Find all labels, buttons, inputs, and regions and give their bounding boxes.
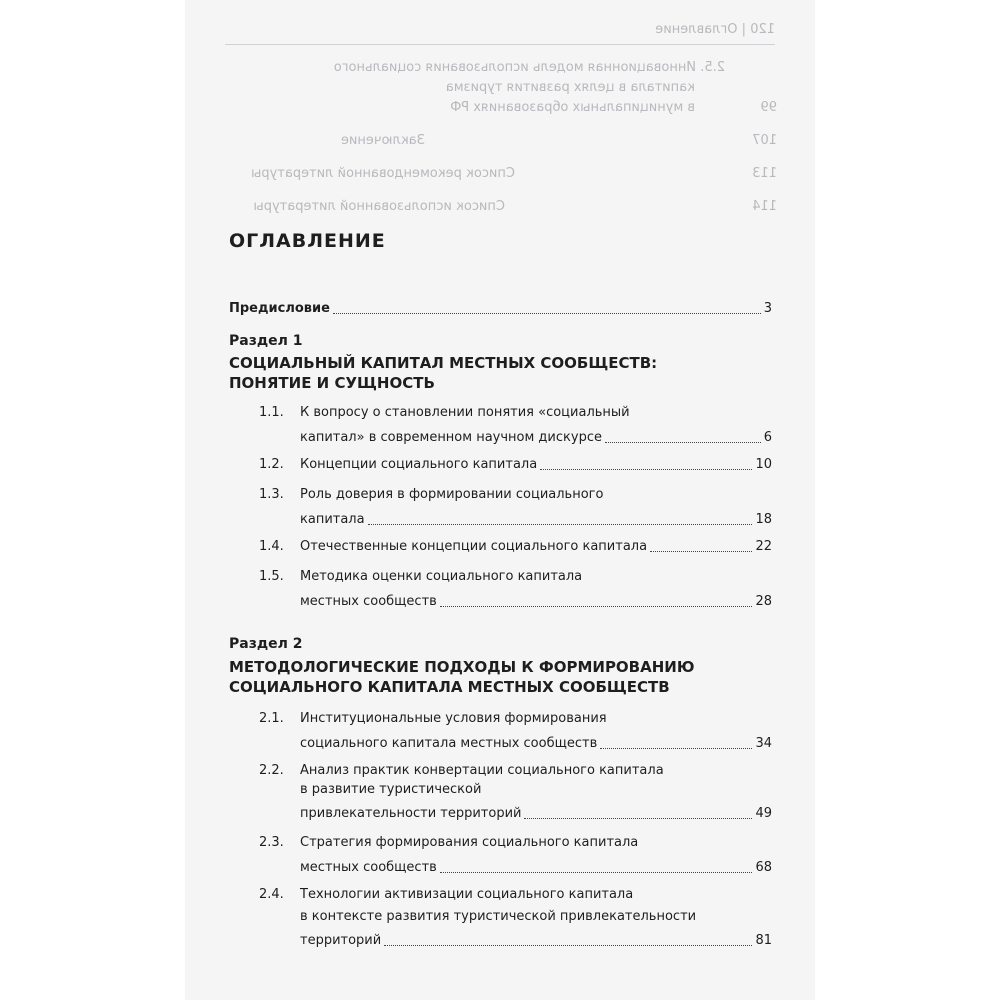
dot-leader	[333, 312, 761, 314]
page-number: 81	[755, 933, 772, 948]
toc-entry	[300, 834, 772, 877]
page-number: 3	[763, 301, 772, 316]
show-through-text	[185, 0, 815, 225]
book-page	[185, 0, 815, 1000]
entry-line: капитал» в современном научном дискурсе	[300, 430, 602, 445]
item-number: 1.5.	[259, 569, 284, 584]
ghost-number: 2.5.	[700, 60, 725, 75]
toc-entry	[300, 486, 772, 529]
ghost-page: 114	[752, 199, 777, 214]
ghost-page: 99	[760, 100, 777, 115]
dot-leader	[600, 747, 752, 749]
toc-entry	[300, 538, 772, 556]
entry-line: Методика оценки социального капитала	[300, 569, 583, 584]
ghost-line: Заключение	[340, 133, 425, 148]
ghost-page: 107	[752, 133, 777, 148]
entry-line: Анализ практик конвертации социального капитала	[300, 763, 664, 778]
item-number: 1.4.	[259, 539, 284, 554]
section-1-label: Раздел 1	[229, 333, 303, 349]
entry-line: Технологии активизации социального капитала	[300, 887, 634, 902]
entry-line: местных сообществ	[300, 860, 437, 875]
ghost-line: в муниципальных образованиях РФ	[450, 100, 695, 115]
item-number: 1.3.	[259, 487, 284, 502]
dot-leader	[524, 817, 752, 819]
entry-line: привлекательности территорий	[300, 806, 522, 821]
item-number: 2.2.	[259, 763, 284, 778]
toc-entry	[300, 762, 772, 823]
toc-entry-preface	[229, 300, 772, 318]
entry-line: К вопросу о становлении понятия «социальный	[300, 405, 630, 420]
page-number: 22	[755, 539, 772, 554]
toc-title: ОГЛАВЛЕНИЕ	[229, 230, 386, 252]
section-1-title-line: ПОНЯТИЕ И СУЩНОСТЬ	[229, 374, 435, 392]
page-number: 10	[755, 457, 772, 472]
page-number: 34	[755, 736, 772, 751]
entry-line: Стратегия формирования социального капитала	[300, 835, 639, 850]
entry-line: социального капитала местных сообществ	[300, 736, 598, 751]
ghost-line: Список рекомендованной литературы	[251, 166, 515, 181]
item-number: 2.1.	[259, 711, 284, 726]
section-2-title-line: СОЦИАЛЬНОГО КАПИТАЛА МЕСТНЫХ СООБЩЕСТВ	[229, 678, 670, 696]
entry-line: капитала	[300, 512, 365, 527]
page-number: 18	[755, 512, 772, 527]
preface-label: Предисловие	[229, 301, 330, 316]
ghost-text: Инновационная модель использования социального	[333, 60, 697, 75]
toc-entry	[300, 404, 772, 447]
dot-leader	[440, 871, 753, 873]
ghost-line: капитала в целях развития туризма	[445, 80, 695, 95]
item-number: 1.2.	[259, 457, 284, 472]
section-2-label: Раздел 2	[229, 636, 303, 652]
section-2-title	[229, 657, 694, 697]
section-2-title-line: МЕТОДОЛОГИЧЕСКИЕ ПОДХОДЫ К ФОРМИРОВАНИЮ	[229, 658, 695, 676]
ghost-line	[334, 60, 725, 75]
entry-line: в контексте развития туристической привлекательности	[300, 909, 697, 924]
dot-leader	[384, 944, 752, 946]
section-1-title-line: СОЦИАЛЬНЫЙ КАПИТАЛ МЕСТНЫХ СООБЩЕСТВ:	[229, 354, 658, 372]
dot-leader	[650, 550, 752, 552]
entry-line: в развитие туристической	[300, 782, 482, 797]
section-1-title	[229, 353, 657, 393]
toc-entry	[300, 456, 772, 474]
ghost-line: Список использованной литературы	[253, 199, 505, 214]
ghost-page: 113	[752, 166, 777, 181]
dot-leader	[540, 468, 752, 470]
page-number: 6	[763, 430, 772, 445]
item-number: 2.3.	[259, 835, 284, 850]
page-number: 49	[755, 806, 772, 821]
entry-line: Концепции социального капитала	[300, 457, 538, 472]
dot-leader	[605, 441, 761, 443]
entry-line: Институциональные условия формирования	[300, 711, 607, 726]
ghost-rule	[225, 44, 775, 45]
dot-leader	[368, 523, 753, 525]
entry-line: Отечественные концепции социального капитала	[300, 539, 648, 554]
item-number: 2.4.	[259, 887, 284, 902]
ghost-running-head: 120 | Оглавление	[655, 22, 775, 37]
entry-line: местных сообществ	[300, 594, 437, 609]
toc-entry	[300, 886, 772, 950]
page-number: 68	[755, 860, 772, 875]
entry-line: территорий	[300, 933, 382, 948]
toc-entry	[300, 568, 772, 611]
page-number: 28	[755, 594, 772, 609]
dot-leader	[440, 605, 753, 607]
toc-entry	[300, 710, 772, 753]
item-number: 1.1.	[259, 405, 284, 420]
entry-line: Роль доверия в формировании социального	[300, 487, 604, 502]
